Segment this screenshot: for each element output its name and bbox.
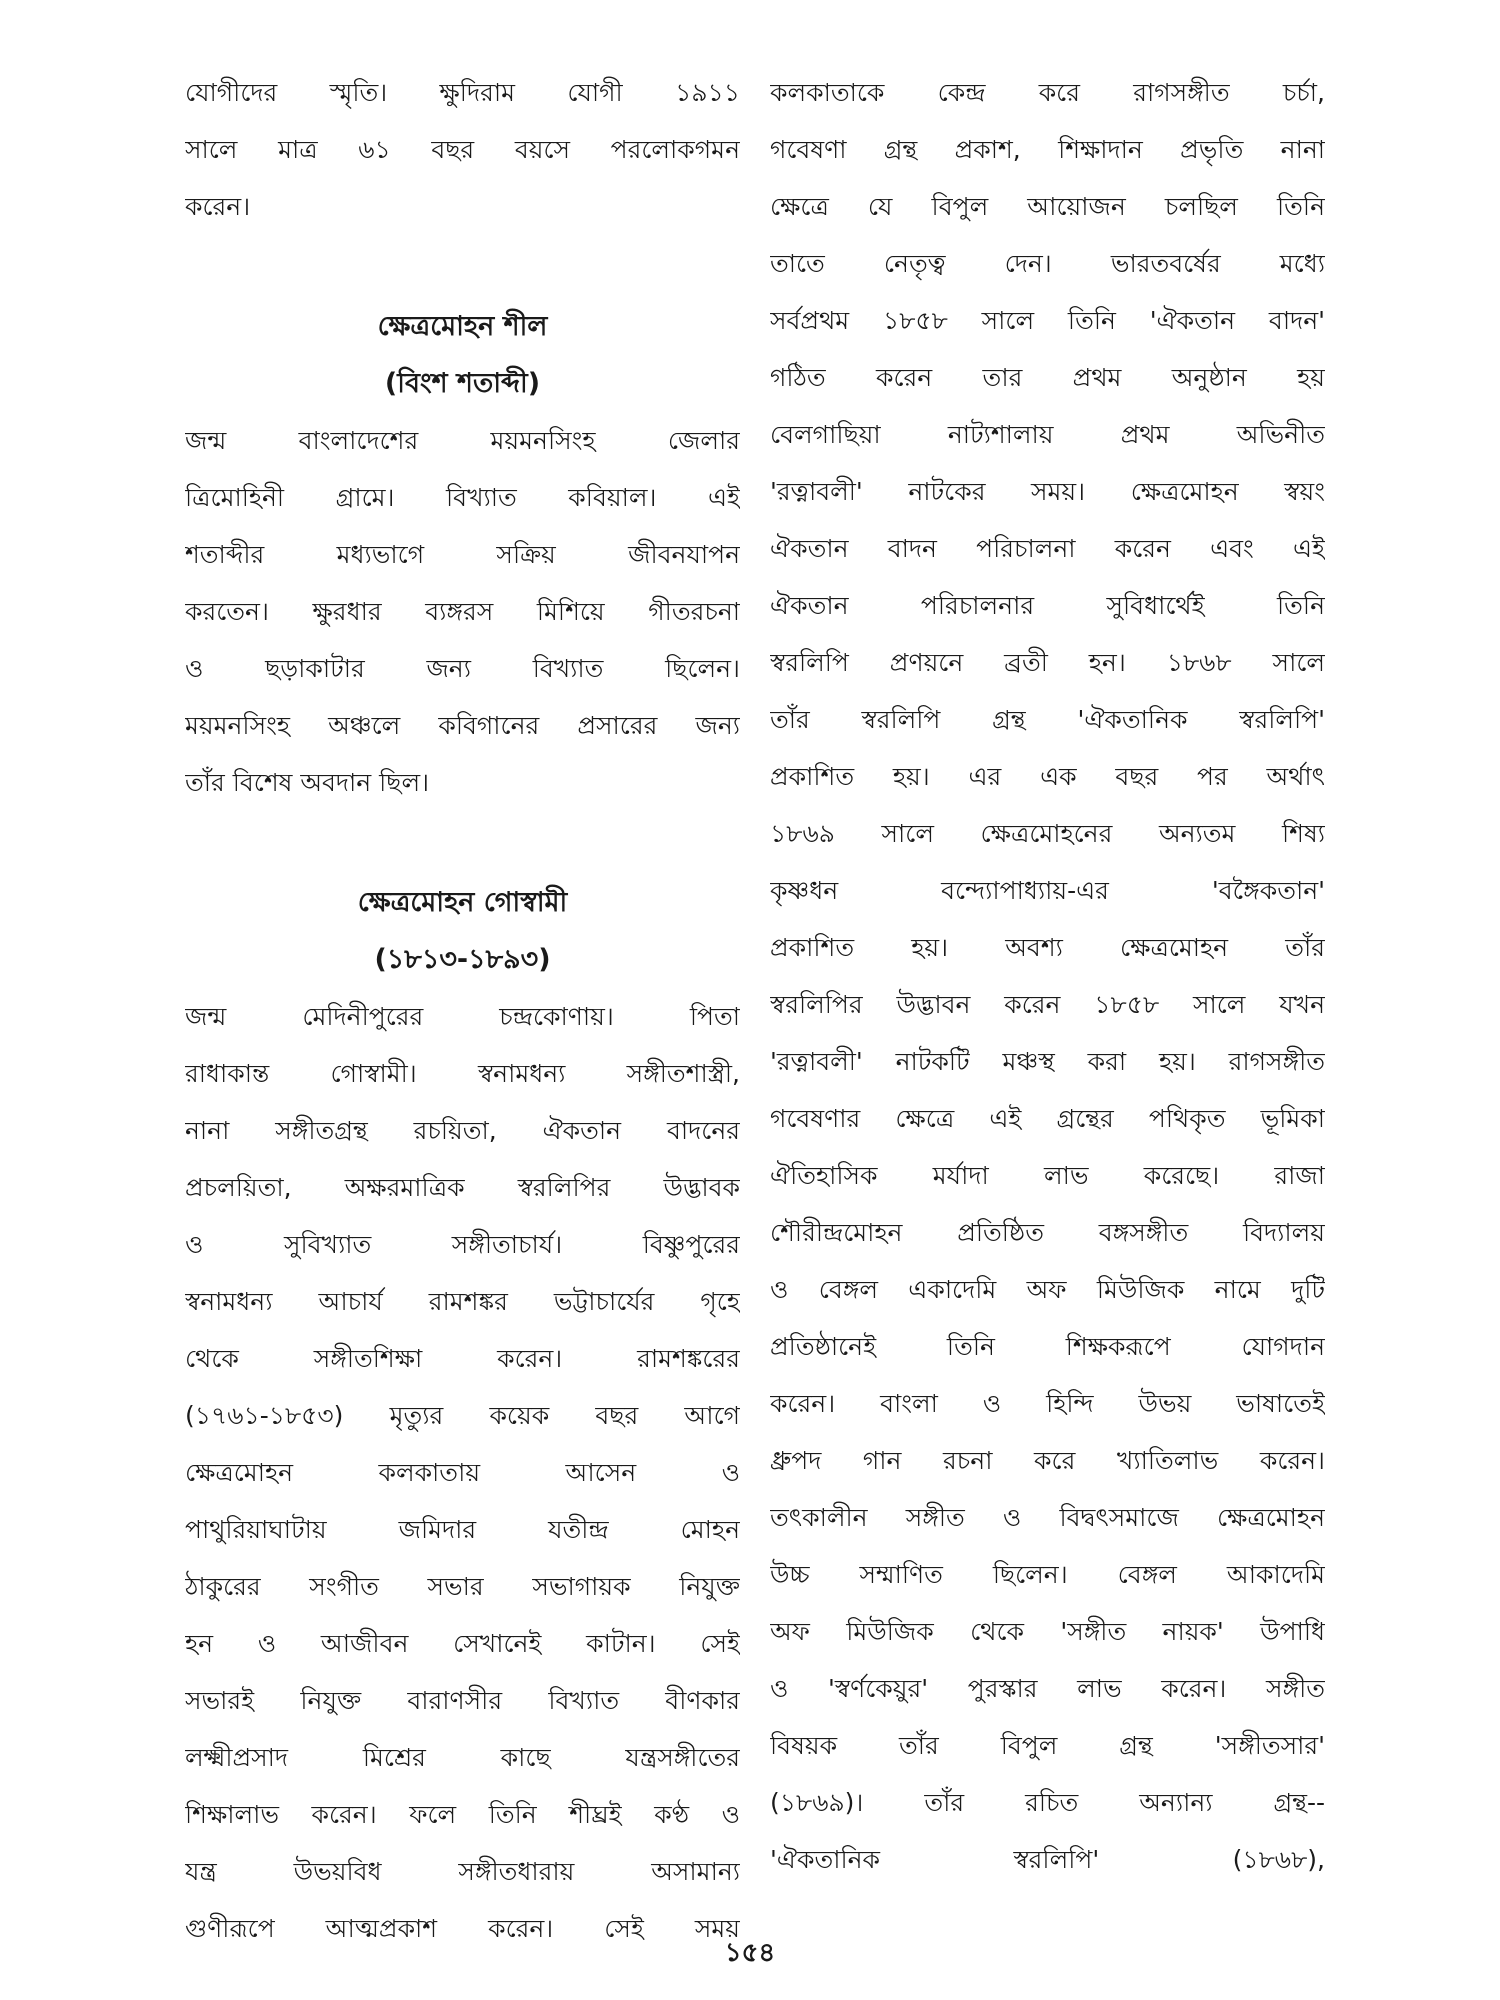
text-line: সালে মাত্র ৬১ বছর বয়সে পরলোকগমন — [185, 135, 740, 164]
text-line: গঠিত করেন তার প্রথম অনুষ্ঠান হয় — [770, 363, 1325, 392]
text-line: (১৮৬৯)। তাঁর রচিত অন্যান্য গ্রন্থ-- — [770, 1788, 1325, 1817]
text-line: স্বরলিপির উদ্ভাবন করেন ১৮৫৮ সালে যখন — [770, 990, 1325, 1019]
text-line: যন্ত্র উভয়বিধ সঙ্গীতধারায় অসামান্য — [185, 1857, 740, 1886]
text-line: শৌরীন্দ্রমোহন প্রতিষ্ঠিত বঙ্গসঙ্গীত বিদ্যালয় — [770, 1218, 1325, 1247]
text-line: নানা সঙ্গীতগ্রন্থ রচয়িতা, ঐকতান বাদনের — [185, 1116, 740, 1145]
text-line: 'ঐকতানিক স্বরলিপি' (১৮৬৮), — [770, 1845, 1325, 1874]
text-line: ময়মনসিংহ অঞ্চলে কবিগানের প্রসারের জন্য — [185, 711, 740, 740]
entry-title: ক্ষেত্রমোহন শীল — [377, 311, 548, 342]
entry-title: ক্ষেত্রমোহন গোস্বামী — [357, 887, 568, 918]
text-line: রাধাকান্ত গোস্বামী। স্বনামধন্য সঙ্গীতশাস্ত্রী, — [185, 1059, 740, 1088]
text-line: জন্ম মেদিনীপুরের চন্দ্রকোণায়। পিতা — [185, 1002, 740, 1031]
text-line: ঐকতান পরিচালনার সুবিধার্থেই তিনি — [770, 591, 1325, 620]
text-line: 'রত্নাবলী' নাটকের সময়। ক্ষেত্রমোহন স্বয়ং — [770, 477, 1325, 506]
text-line: ত্রিমোহিনী গ্রামে। বিখ্যাত কবিয়াল। এই — [185, 483, 740, 512]
entry-dates: (বিংশ শতাব্দী) — [384, 368, 541, 399]
text-line: কৃষ্ণধন বন্দ্যোপাধ্যায়-এর 'বঙ্গৈকতান' — [770, 876, 1325, 905]
text-line: থেকে সঙ্গীতশিক্ষা করেন। রামশঙ্করের — [185, 1344, 740, 1373]
entry-kshetramohan-shil — [185, 298, 740, 811]
section-gap — [185, 811, 740, 874]
text-line: ধ্রুপদ গান রচনা করে খ্যাতিলাভ করেন। — [770, 1446, 1325, 1475]
text-line: ঠাকুরের সংগীত সভার সভাগায়ক নিযুক্ত — [185, 1572, 740, 1601]
text-line: (১৭৬১-১৮৫৩) মৃত্যুর কয়েক বছর আগে — [185, 1401, 740, 1430]
text-line: হন ও আজীবন সেখানেই কাটান। সেই — [185, 1629, 740, 1658]
entry-dates: (১৮১৩-১৮৯৩) — [374, 944, 551, 975]
text-line: করেন। বাংলা ও হিন্দি উভয় ভাষাতেই — [770, 1389, 1325, 1418]
text-line: ও সুবিখ্যাত সঙ্গীতাচার্য। বিষ্ণুপুরের — [185, 1230, 740, 1259]
text-line: 'রত্নাবলী' নাটকটি মঞ্চস্থ করা হয়। রাগসঙ্গীত — [770, 1047, 1325, 1076]
text-line: ঐকতান বাদন পরিচালনা করেন এবং এই — [770, 534, 1325, 563]
section-gap — [185, 235, 740, 298]
text-line: প্রকাশিত হয়। এর এক বছর পর অর্থাৎ — [770, 762, 1325, 791]
text-line: পাথুরিয়াঘাটায় জমিদার যতীন্দ্র মোহন — [185, 1515, 740, 1544]
right-column — [770, 64, 1325, 1888]
text-line: অফ মিউজিক থেকে 'সঙ্গীত নায়ক' উপাধি — [770, 1617, 1325, 1646]
text-line: উচ্চ সম্মাণিত ছিলেন। বেঙ্গল আকাদেমি — [770, 1560, 1325, 1589]
text-line: বেলগাছিয়া নাট্যশালায় প্রথম অভিনীত — [770, 420, 1325, 449]
text-line: যোগীদের স্মৃতি। ক্ষুদিরাম যোগী ১৯১১ — [185, 78, 740, 107]
text-line: স্বনামধন্য আচার্য রামশঙ্কর ভট্টাচার্যের গৃহে — [185, 1287, 740, 1316]
text-line: সভারই নিযুক্ত বারাণসীর বিখ্যাত বীণকার — [185, 1686, 740, 1715]
text-line: তাঁর স্বরলিপি গ্রন্থ 'ঐকতানিক স্বরলিপি' — [770, 705, 1325, 734]
text-line: ও বেঙ্গল একাদেমি অফ মিউজিক নামে দুটি — [770, 1275, 1325, 1304]
text-line: ১৮৬৯ সালে ক্ষেত্রমোহনের অন্যতম শিষ্য — [770, 819, 1325, 848]
text-line: করতেন। ক্ষুরধার ব্যঙ্গরস মিশিয়ে গীতরচনা — [185, 597, 740, 626]
text-line: ও ছড়াকাটার জন্য বিখ্যাত ছিলেন। — [185, 654, 740, 683]
text-line: তাঁর বিশেষ অবদান ছিল। — [185, 768, 430, 797]
text-line: শিক্ষালাভ করেন। ফলে তিনি শীঘ্রই কণ্ঠ ও — [185, 1800, 740, 1829]
text-line: স্বরলিপি প্রণয়নে ব্রতী হন। ১৮৬৮ সালে — [770, 648, 1325, 677]
text-line: কলকাতাকে কেন্দ্র করে রাগসঙ্গীত চর্চা, — [770, 78, 1325, 107]
text-line: করেন। — [185, 192, 251, 221]
intro-paragraph — [185, 64, 740, 235]
entry-kshetramohan-goswami — [185, 874, 740, 1957]
text-line: লক্ষ্মীপ্রসাদ মিশ্রের কাছে যন্ত্রসঙ্গীতের — [185, 1743, 740, 1772]
text-line: ক্ষেত্রে যে বিপুল আয়োজন চলছিল তিনি — [770, 192, 1325, 221]
text-line: ঐতিহাসিক মর্যাদা লাভ করেছে। রাজা — [770, 1161, 1325, 1190]
text-line: প্রতিষ্ঠানেই তিনি শিক্ষকরূপে যোগদান — [770, 1332, 1325, 1361]
text-line: জন্ম বাংলাদেশের ময়মনসিংহ জেলার — [185, 426, 740, 455]
text-line: বিষয়ক তাঁর বিপুল গ্রন্থ 'সঙ্গীতসার' — [770, 1731, 1325, 1760]
text-line: সর্বপ্রথম ১৮৫৮ সালে তিনি 'ঐকতান বাদন' — [770, 306, 1325, 335]
left-column — [185, 64, 740, 1957]
page-number: ১৫৪ — [724, 1938, 776, 1968]
text-line: ক্ষেত্রমোহন কলকাতায় আসেন ও — [185, 1458, 740, 1487]
text-line: গুণীরূপে আত্মপ্রকাশ করেন। সেই সময় — [185, 1914, 740, 1943]
text-line: তাতে নেতৃত্ব দেন। ভারতবর্ষের মধ্যে — [770, 249, 1325, 278]
text-line: গবেষণার ক্ষেত্রে এই গ্রন্থের পথিকৃত ভূমিকা — [770, 1104, 1325, 1133]
text-line: ও 'স্বর্ণকেয়ুর' পুরস্কার লাভ করেন। সঙ্গীত — [770, 1674, 1325, 1703]
text-line: গবেষণা গ্রন্থ প্রকাশ, শিক্ষাদান প্রভৃতি নানা — [770, 135, 1325, 164]
text-line: তৎকালীন সঙ্গীত ও বিদ্বৎসমাজে ক্ষেত্রমোহন — [770, 1503, 1325, 1532]
text-line: প্রচলয়িতা, অক্ষরমাত্রিক স্বরলিপির উদ্ভাবক — [185, 1173, 740, 1202]
text-line: শতাব্দীর মধ্যভাগে সক্রিয় জীবনযাপন — [185, 540, 740, 569]
text-line: প্রকাশিত হয়। অবশ্য ক্ষেত্রমোহন তাঁর — [770, 933, 1325, 962]
